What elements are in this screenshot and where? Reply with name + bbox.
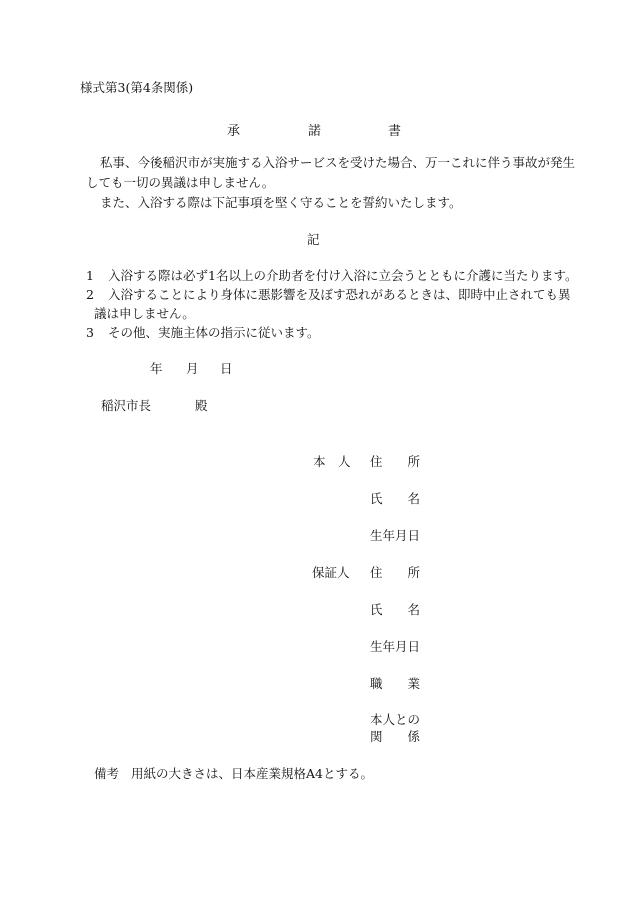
note: [94, 766, 373, 782]
title-char-2: 諾: [308, 124, 322, 139]
guarantor-relation-label-2: 関 係: [370, 729, 421, 744]
list-item: [86, 325, 320, 341]
applicant-address-label: 住 所: [370, 454, 421, 469]
body-paragraph-1-line-2: しても一切の異議は申しません。: [86, 175, 275, 190]
date-year: 年: [150, 361, 163, 376]
guarantor-birth-label: 生年月日: [370, 639, 421, 654]
guarantor-name-label: 氏 名: [370, 602, 421, 617]
addressee-honorific: 殿: [195, 398, 208, 413]
date-day: 日: [220, 361, 233, 376]
form-number: 様式第3(第4条関係): [80, 80, 194, 95]
guarantor-relation-label-1: 本人との: [370, 712, 421, 727]
item-number: 1: [86, 268, 94, 283]
note-text: 用紙の大きさは、日本産業規格A4とする。: [131, 766, 373, 781]
body-paragraph-2: また、入浴する際は下記事項を堅く守ることを誓約いたします。: [100, 195, 462, 210]
applicant-birth-label: 生年月日: [370, 528, 421, 543]
applicant-name-label: 氏 名: [370, 491, 421, 506]
item-number: 2: [86, 287, 94, 302]
list-item-continuation: 議は申しません。: [94, 306, 195, 321]
addressee-name: 稲沢市長: [101, 398, 152, 413]
applicant-label: 本 人: [313, 454, 351, 469]
guarantor-occupation-label: 職 業: [370, 676, 421, 691]
guarantor-address-label: 住 所: [370, 565, 421, 580]
note-label: 備考: [94, 766, 120, 781]
item-text: 入浴することにより身体に悪影響を及ぼす恐れがあるときは、即時中止されても異: [108, 287, 571, 302]
body-paragraph-1-line-1: 私事、今後稲沢市が実施する入浴サービスを受けた場合、万一これに伴う事故が発生: [100, 155, 576, 170]
ki-heading: 記: [307, 232, 320, 247]
title-char-1: 承: [227, 124, 241, 139]
list-item: [86, 268, 577, 284]
item-text: 入浴する際は必ず1名以上の介助者を付け入浴に立会うとともに介護に当たります。: [108, 268, 578, 283]
item-number: 3: [86, 325, 94, 340]
item-text: その他、実施主体の指示に従います。: [108, 325, 320, 340]
list-item: [86, 287, 571, 303]
guarantor-label: 保証人: [312, 565, 350, 580]
date-month: 月: [186, 361, 199, 376]
title-char-3: 書: [388, 124, 402, 139]
